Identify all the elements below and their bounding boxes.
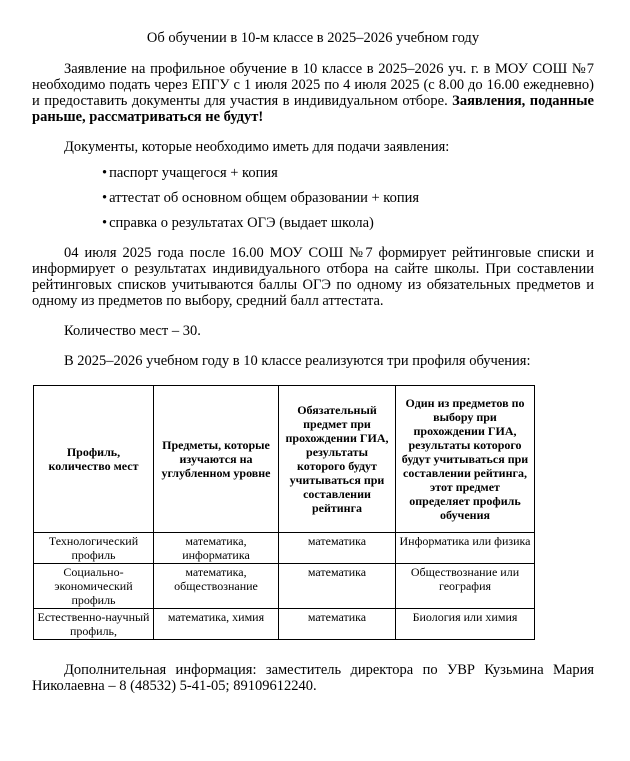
table-row <box>34 533 535 564</box>
application-text: Заявление на профильное обучение в 10 классе в 2025–2026 уч. г. в МОУ СОШ №7 необходимо подать через ЕПГУ с 1 июля 2025 по 4 июля 2025 (с 8.00 до 16.00 ежедневно) и предоставить документы для участия в индивидуальном отборе. <box>32 61 594 109</box>
list-item <box>102 165 594 181</box>
table-cell: математика <box>279 609 396 640</box>
profiles-table <box>33 385 535 640</box>
table-cell: математика, информатика <box>154 533 279 564</box>
table-cell: математика <box>279 564 396 609</box>
header-subjects: Предметы, которые изучаются на углубленном уровне <box>154 386 279 533</box>
document-title: Об обучении в 10-м классе в 2025–2026 учебном году <box>146 30 480 46</box>
rating-paragraph: 04 июля 2025 года после 16.00 МОУ СОШ №7 формирует рейтинговые списки и информирует о результатах индивидуального отбора на сайте школы. При составлении рейтинговых списков учитываются баллы ОГЭ по одному из обязательных предметов и одному из предметов по выбору, средний балл аттестата. <box>32 245 594 309</box>
header-elective-subject: Один из предметов по выбору при прохождении ГИА, результаты которого будут учитываться при составлении рейтинга, этот предмет определяет профиль обучения <box>396 386 535 533</box>
list-item <box>102 190 594 206</box>
table-cell: Социально-экономический профиль <box>34 564 154 609</box>
table-cell: Обществознание или география <box>396 564 535 609</box>
table-cell: Технологический профиль <box>34 533 154 564</box>
header-mandatory-subject: Обязательный предмет при прохождении ГИА, результаты которого будут учитываться при составлении рейтинга <box>279 386 396 533</box>
table-row <box>34 564 535 609</box>
table-header-row <box>34 386 535 533</box>
table-cell: математика <box>279 533 396 564</box>
documents-list <box>32 165 594 231</box>
document-item: паспорт учащегося + копия <box>109 165 278 181</box>
profiles-intro: В 2025–2026 учебном году в 10 классе реализуются три профиля обучения: <box>64 353 531 369</box>
bullet-icon: • <box>102 190 108 206</box>
table-cell: Биология или химия <box>396 609 535 640</box>
application-warning: Заявления, поданные раньше, рассматриваться не будут! <box>32 93 594 125</box>
table-cell: математика, химия <box>154 609 279 640</box>
header-profile: Профиль, количество мест <box>34 386 154 533</box>
list-item <box>102 215 594 231</box>
document-item: аттестат об основном общем образовании + копия <box>109 190 420 206</box>
document-item: справка о результатах ОГЭ (выдает школа) <box>109 215 374 231</box>
table-cell: Естественно-научный профиль, <box>34 609 154 640</box>
bullet-icon: • <box>102 215 108 231</box>
table-cell: Информатика или физика <box>396 533 535 564</box>
table-row <box>34 609 535 640</box>
places-count: Количество мест – 30. <box>64 323 201 339</box>
table-cell: математика, обществознание <box>154 564 279 609</box>
documents-intro: Документы, которые необходимо иметь для подачи заявления: <box>64 139 450 155</box>
bullet-icon: • <box>102 165 108 181</box>
application-paragraph <box>32 61 594 125</box>
document-page <box>32 30 594 694</box>
contact-info: Дополнительная информация: заместитель директора по УВР Кузьмина Мария Николаевна – 8 (48532) 5-41-05; 89109612240. <box>32 662 594 694</box>
